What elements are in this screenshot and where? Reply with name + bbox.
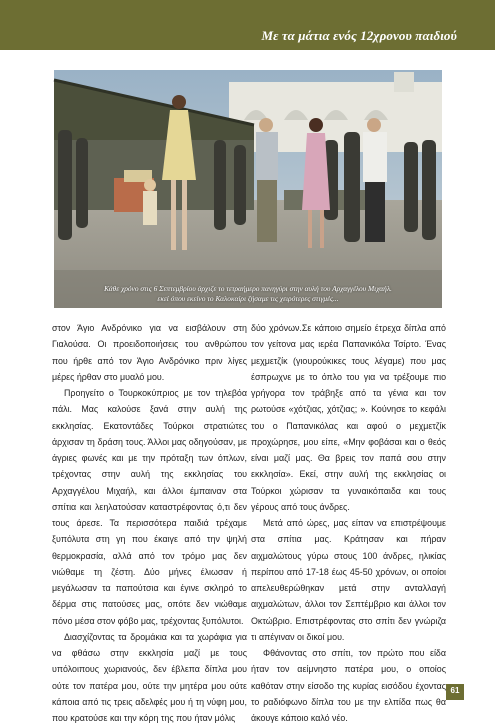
running-header-title: Με τα μάτια ενός 12χρονου παιδιού — [261, 28, 457, 43]
paragraph: Προηγείτο ο Τουρκοκύπριος με τον τηλεβόα πάλι. Μας καλούσε ξανά στην αυλή της εκκλησίας. Εκατοντάδες Τούρκοι στρατιώτες άρχισαν τη δράση τους. Άλλοι μας οδηγούσαν, με άγριες φωνές και με την πρόταξη των όπλων, τρέχοντας στην αυλή της εκκλησίας του Αρχαγγέλου Μιχαήλ, και άλλοι έμπαιναν στα σπίτια και λεηλατούσαν καταστρέφοντας ό,τι δεν τους άρεσε. Τα περισσότερα παιδιά τρέχαμε ξυπόλυτα στη γη που έκαιγε από την ψηλή θερμοκρασία, αλλά από τον τρόμο μας δεν νιώθαμε τη ζέστη. Δύο μήνες έλιωσαν ή μεγάλωσαν τα παπούτσια και έγινε σκληρό το δέρμα στις πατούσες μας, οπότε δεν νιώθαμε πόνο μέσα στον φόβο μας, τρέχοντας ξυπόλυτοι. — [52, 388, 247, 626]
page-number-box — [446, 684, 464, 700]
photo-caption — [54, 284, 442, 304]
paragraph: Μετά από ώρες, μας είπαν να επιστρέψουμε στα σπίτια μας. Κράτησαν και πήραν αιχμαλώτους γύρω στους 100 άνδρες, ηλικίας περίπου από 17-18 έως 45-50 χρόνων, οι οποίοι απελευθερώθηκαν μετά στην ανταλλαγή αιχμαλώτων, άλλοι τον Σεπτέμβριο και άλλοι τον Οκτώβριο. Επιστρέφοντας στο σπίτι δεν γνώριζα τι απέγιναν οι δικοί μου. — [251, 518, 446, 642]
festival-photo-illustration — [54, 70, 442, 308]
paragraph: Διασχίζοντας τα δρομάκια και τα χωράφια για να φθάσω στην εκκλησία μαζί με τους υπόλοιπους χωριανούς, δεν έβλεπα δίπλα μου ούτε τον πατέρα μου, ούτε την μητέρα μου ούτε κάποια από τις τρεις αδελφές μου ή τη νύφη μου, που κρατούσε και την κόρη της που ήταν μόλις — [52, 631, 247, 723]
paragraph: δύο χρόνων.Σε κάποιο σημείο έτρεχα δίπλα από τον γείτονα μας ιερέα Παπανικόλα Τσίρτο. Ένας μεχμετζίκ (γιουρούκικες τους λέγαμε) που μας έσπρωχνε με το όπλο του για να τρέξουμε πιο γρήγορα τον τράβηξε από τα γένια και τον ρωτούσε «χότζιας, χότζιας; ». Κούνησε το κεφάλι του ο Παπανικόλας και αφού ο μεχμετζίκ προχώρησε, μου είπε, «Μην φοβάσαι και ο θεός είναι μαζί μας. Θα βρεις τον παπά σου στην εκκλησία». Εκεί, στην αυλή της εκκλησίας οι Τούρκοι χώρισαν τα γυναικόπαιδα και τους γέρους από τους άνδρες. — [251, 323, 446, 512]
paragraph: στον Άγιο Ανδρόνικο για να εισβάλουν στη Γιαλούσα. Οι προειδοποιήσεις του ανθρώπου που ήρθε από τον Άγιο Ανδρόνικο πριν λίγες μέρες ήρθαν στο μυαλό μου. — [52, 323, 247, 382]
page-number: 61 — [450, 686, 460, 695]
photograph — [54, 70, 442, 308]
paragraph: Φθάνοντας στο σπίτι, τον πρώτο που είδα ήταν τον αείμνηστο πατέρα μου, ο οποίος καθόταν στην είσοδο της κυρίας εισόδου έχοντας το ραδιόφωνο δίπλα του με την ελπίδα πως θα άκουγε κάποιο καλό νέο. — [251, 648, 446, 723]
text-column-right — [251, 320, 446, 726]
photo-caption-line-2: εκεί όπου εκείνο το Καλοκαίρι ζήσαμε τις χειρότερες στιγμές... — [157, 294, 339, 303]
text-column-left — [52, 320, 247, 726]
photo-caption-line-1: Κάθε χρόνο στις 6 Σεπτεμβρίου άρχιζε το τετραήμερο πανηγύρι στην αυλή του Αρχαγγέλου Μιχαήλ. — [104, 284, 392, 293]
